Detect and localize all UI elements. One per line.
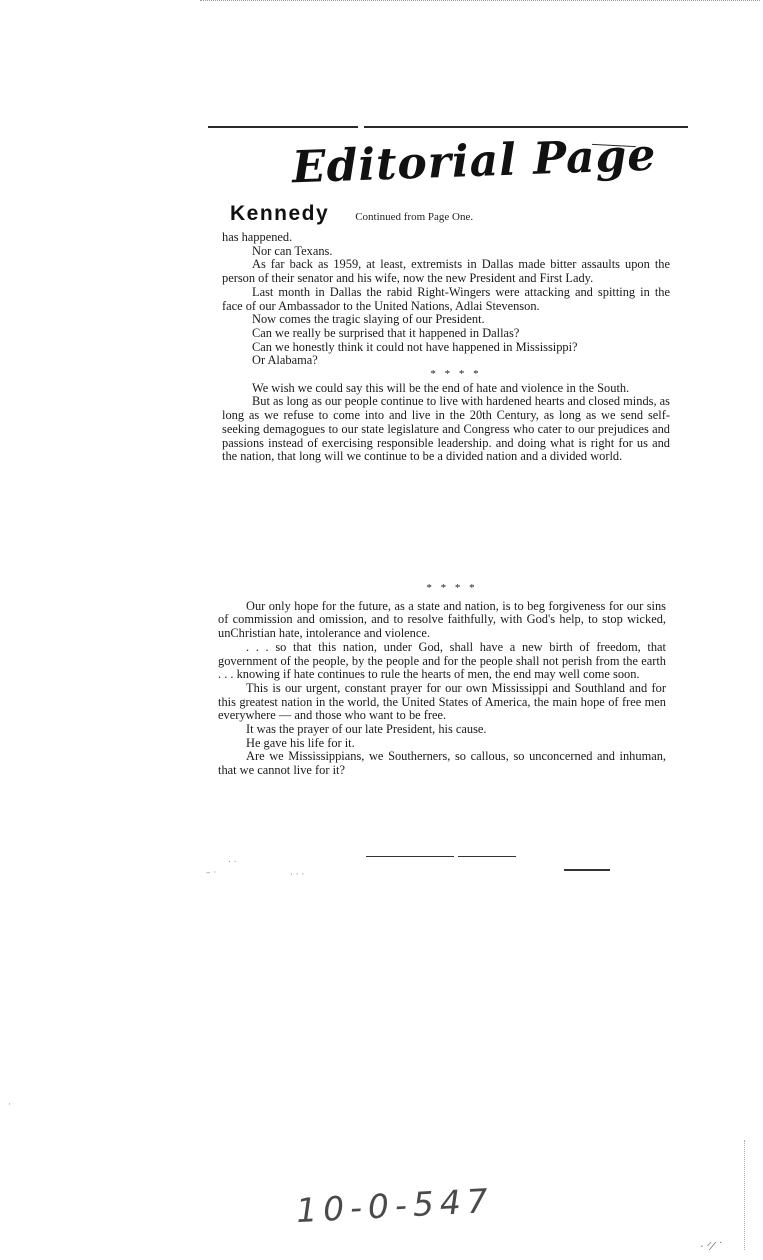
masthead-title: Editorial Page [291,129,658,194]
masthead-rule-left [208,126,358,128]
paragraph: Are we Mississippians, we Southerners, so callous, so unconcerned and inhuman, that we cannot live for it? [218,749,666,778]
paragraph: . . . so that this nation, under God, shall have a new birth of freedom, that government of the people, by the people and for the people shall not perish from the earth . . . knowing if hate continues to rule the hearts of men, the end may well come soon. [218,639,666,682]
paragraph: It was the prayer of our late President, his cause. [246,722,487,737]
print-speck: · · · [290,870,305,880]
article-body-top [222,231,670,464]
section-separator: * * * * [430,368,482,381]
corner-scrawl: · ᐟ⁄ ˙ [700,1240,723,1253]
paragraph: Our only hope for the future, as a state and nation, is to beg forgiveness for our sins of commission and omission, and to resolve faithfully, with God's help, to stop wicked, unChristian hate, intolerance and violence. [218,598,666,641]
paragraph: As far back as 1959, at least, extremists in Dallas made bitter assaults upon the person of their senator and his wife, now the new President and First Lady. [222,257,670,286]
article-heading [230,202,473,226]
print-speck: – · [206,868,217,878]
article-body-bottom [218,582,666,778]
paragraph: Can we really be surprised that it happened in Dallas? [252,325,520,340]
paragraph: has happened. [222,230,293,244]
paragraph: Nor can Texans. [252,243,333,258]
paragraph: Last month in Dallas the rabid Right-Wingers were attacking and spitting in the face of our Ambassador to the United Nations, Adlai Stevenson. [222,284,670,313]
end-rule-left [366,856,454,857]
paragraph: This is our urgent, constant prayer for our own Mississippi and Southland and for this greatest nation in the world, the United States of America, the main hope of free men everywhere — and those who want to be free. [218,680,666,723]
paragraph: We wish we could say this will be the end of hate and violence in the South. [252,380,630,395]
section-separator: * * * * [426,582,478,594]
print-speck: . . [228,855,237,865]
headline-kicker: Kennedy [230,202,330,225]
paragraph: But as long as our people continue to live with hardened hearts and closed minds, as long as we refuse to come into and live in the 20th Century, as long as we send self-seeking demagogues to our state legislature and Congress who cater to our prejudices and passions instead of exercising responsible leadership. and doing what is right for us and the nation, that long will we continue to be a divided nation and a divided world. [222,394,670,464]
end-rule-right [458,856,516,857]
paragraph: Can we honestly think it could not have happened in Mississippi? [252,339,578,354]
masthead-rule-right [364,126,688,128]
handwritten-file-number: 10-0-547 [295,1180,495,1231]
top-edge-dots [200,0,760,3]
print-speck: · [8,1100,11,1110]
continued-note: Continued from Page One. [355,211,474,223]
end-flourish [564,869,610,871]
paragraph: He gave his life for it. [246,735,355,750]
edge-marks [744,1140,749,1250]
paragraph: Now comes the tragic slaying of our President. [252,312,485,327]
paragraph: Or Alabama? [252,353,318,368]
